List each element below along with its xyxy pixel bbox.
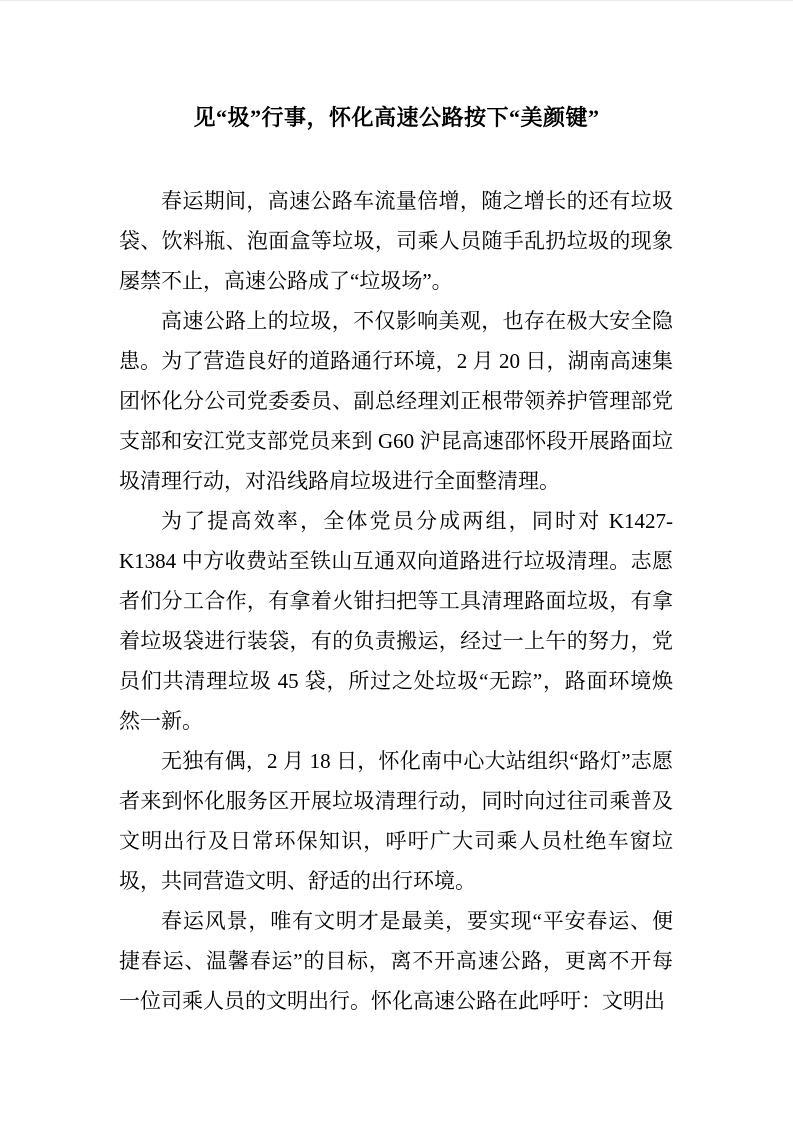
- paragraph-4: 无独有偶，2 月 18 日，怀化南中心大站组织“路灯”志愿者来到怀化服务区开展垃圾清理行动，同时向过往司乘普及文明出行及日常环保知识，呼吁广大司乘人员杜绝车窗垃圾，共同营造文明、舒适的出行环境。: [119, 749, 673, 893]
- paragraph-1: 春运期间，高速公路车流量倍增，随之增长的还有垃圾袋、饮料瓶、泡面盒等垃圾，司乘人员随手乱扔垃圾的现象屡禁不止，高速公路成了“垃圾场”。: [119, 189, 673, 293]
- document-title: 见“圾”行事，怀化高速公路按下“美颜键”: [193, 105, 600, 130]
- paragraph-2: 高速公路上的垃圾，不仅影响美观，也存在极大安全隐患。为了营造良好的道路通行环境，2 月 20 日，湖南高速集团怀化分公司党委委员、副总经理刘正根带领养护管理部党支部和安江党支部党员来到 G60 沪昆高速邵怀段开展路面垃圾清理行动，对沿线路肩垃圾进行全面整清理。: [119, 309, 673, 493]
- paragraph-5: 春运风景，唯有文明才是最美，要实现“平安春运、便捷春运、温馨春运”的目标，离不开高速公路，更离不开每一位司乘人员的文明出行。怀化高速公路在此呼吁：文明出: [119, 909, 673, 1013]
- document-body: [119, 181, 673, 1021]
- paragraph-3: 为了提高效率，全体党员分成两组，同时对 K1427-K1384 中方收费站至铁山互通双向道路进行垃圾清理。志愿者们分工合作，有拿着火钳扫把等工具清理路面垃圾，有拿着垃圾袋进行装袋，有的负责搬运，经过一上午的努力，党员们共清理垃圾 45 袋，所过之处垃圾“无踪”，路面环境焕然一新。: [119, 509, 673, 733]
